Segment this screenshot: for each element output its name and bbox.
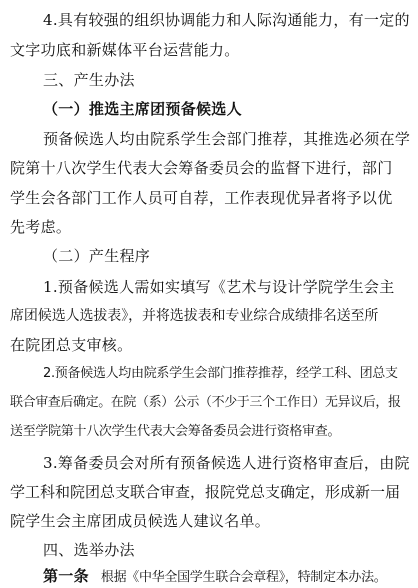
text-line-18: 院学生会主席团成员候选人建议名单。: [10, 512, 271, 530]
section-heading-3: 三、产生办法: [43, 71, 135, 89]
subsection-heading-2: （二）产生程序: [43, 247, 151, 265]
text-line-8: 先考虑。: [10, 218, 72, 236]
text-line-14: 联合审查后确定。在院（系）公示（不少于三个工作日）无异议后，报: [10, 395, 401, 410]
section-heading-4: 四、选举办法: [43, 541, 135, 559]
text-line-15: 送至学院第十八次学生代表大会筹备委员会进行资格审查。: [10, 424, 341, 439]
article-text: 根据《中华全国学生联合会章程》，特制定本办法。: [100, 570, 387, 585]
text-line-5: 预备候选人均由院系学生会部门推荐，其推选必须在学: [43, 130, 411, 148]
text-line-13: 2.预备候选人均由院系学生会部门推荐推荐，经学工科、团总支: [43, 366, 398, 381]
text-line-7: 学生会各部门工作人员可自荐，工作表现优异者将予以优: [10, 189, 393, 207]
text-line-2: 文字功底和新媒体平台运营能力。: [10, 41, 240, 59]
text-line-11: 席团候选人选拔表》，并将选拔表和专业综合成绩排名送至所: [10, 308, 379, 324]
text-line-10: 1.预备候选人需如实填写《艺术与设计学院学生会主: [43, 278, 395, 296]
text-line-1: 4.具有较强的组织协调能力和人际沟通能力，有一定的: [43, 11, 410, 29]
text-line-12: 在院团总支审核。: [10, 336, 133, 354]
text-line-16: 3.筹备委员会对所有预备候选人进行资格审查后，由院: [43, 454, 410, 472]
text-line-6: 院第十八次学生代表大会筹备委员会的监督下进行，部门: [10, 159, 393, 177]
text-line-17: 学工科和院团总支联合审查，报院党总支确定，形成新一届: [10, 483, 401, 501]
article-line: [43, 566, 387, 588]
article-label: 第一条: [43, 567, 89, 585]
subsection-heading-1: （一）推选主席团预备候选人: [43, 100, 242, 118]
